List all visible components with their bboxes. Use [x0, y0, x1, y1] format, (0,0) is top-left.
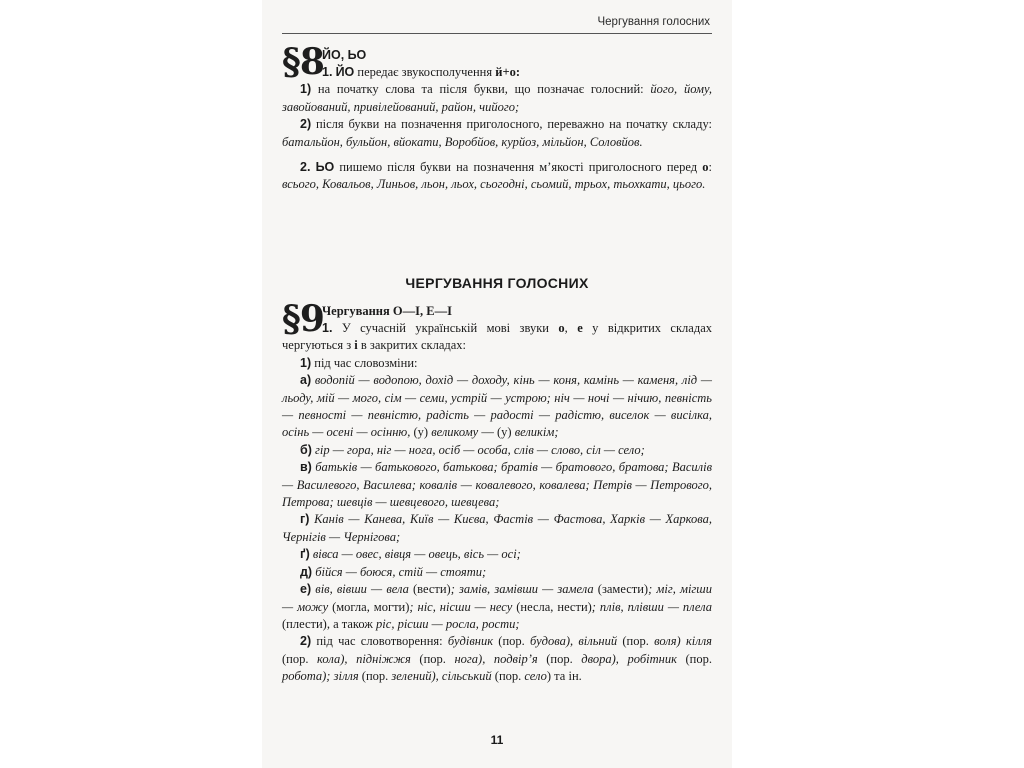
- bold-term: е: [577, 321, 583, 335]
- bold-term: о: [702, 160, 709, 175]
- bold-term: і: [354, 338, 358, 353]
- examples: його, йому, завойований, привілейований, район, чийого;: [282, 82, 712, 114]
- paragraph-number: 1.: [322, 65, 333, 79]
- section-title: Чергування О—І, Е—І: [322, 304, 452, 318]
- text: ,: [564, 321, 578, 335]
- text: (вести): [413, 582, 451, 597]
- sub-item-label: а): [300, 373, 312, 388]
- list-item: [282, 355, 712, 372]
- page-number: 11: [490, 733, 504, 747]
- text: У сучасній українській мові звуки: [332, 321, 559, 335]
- sub-item-b: [282, 442, 712, 459]
- text: (пор.: [537, 651, 582, 666]
- sub-item-a: [282, 372, 712, 442]
- text: передає звукосполучення: [354, 65, 496, 79]
- examples: ) кілля: [676, 634, 712, 649]
- item-number: 1): [300, 355, 312, 370]
- text: (у): [410, 425, 432, 440]
- examples: ; замів, замівши — замела: [450, 582, 598, 597]
- text: під час словозміни:: [311, 355, 418, 370]
- text: (пор.: [491, 669, 525, 684]
- text: (замести): [597, 582, 649, 597]
- examples: вівса — овес, вівця — овець, вісь — осі;: [309, 547, 521, 562]
- examples: робота: [282, 669, 323, 684]
- examples: двора: [581, 651, 612, 666]
- text: (пор.: [676, 651, 712, 666]
- sub-item-e: [282, 581, 712, 633]
- examples: водопій — водопою, дохід — доходу, кінь — коня, камінь — каменя, лід — льоду, мій — мого, сім — семи, устрій — устрою; ніч — ночі — нічию, певність — певності — певністю, радість — радості — радістю, виселок — висілка, осінь — осені — осінню,: [282, 373, 712, 440]
- bold-term: о: [558, 321, 565, 335]
- text: — (у): [478, 425, 515, 440]
- text: , а також: [326, 616, 377, 631]
- text: під час словотворення:: [311, 634, 448, 649]
- book-page: [262, 0, 732, 768]
- section-8: [282, 41, 712, 194]
- examples: ; плів, плівши — плела: [591, 599, 712, 614]
- examples: великому: [431, 425, 479, 440]
- chapter-title: ЧЕРГУВАННЯ ГОЛОСНИХ: [405, 275, 589, 291]
- text: у відкритих складах чергуються з: [282, 321, 712, 353]
- text: (несла, нести): [516, 599, 592, 614]
- list-item: [282, 633, 712, 685]
- text: ) та ін.: [546, 669, 582, 684]
- sub-item-gg: [282, 546, 712, 563]
- examples: ріс, рісши — росла, рости;: [376, 616, 520, 631]
- paragraph-number: 1.: [322, 321, 333, 335]
- running-head: Чергування голосних: [597, 16, 710, 28]
- examples: всього, Ковальов, Линьов, льон, льох, сьогодні, сьомий, трьох, тьохкати, цього.: [282, 177, 706, 192]
- examples: ), підніжжя: [340, 651, 411, 666]
- text: в закритих складах:: [357, 338, 466, 353]
- sub-item-v: [282, 459, 712, 511]
- examples: воля: [654, 634, 677, 649]
- text: (пор.: [410, 651, 455, 666]
- sub-item-label: г): [300, 512, 310, 527]
- text: (пор.: [358, 669, 392, 684]
- examples: батальйон, бульйон, вйокати, Воробйов, курйоз, мільйон, Соловйов.: [282, 134, 643, 149]
- text: (пор.: [493, 634, 531, 649]
- section-mark: §8: [282, 41, 324, 83]
- examples: ; ніс, нісши — несу: [409, 599, 517, 614]
- header-rule: [282, 33, 712, 34]
- examples: ), вільний: [565, 634, 618, 649]
- text: після букви на позначення приголосного, переважно на початку складу:: [311, 117, 712, 132]
- examples: будівник: [447, 634, 494, 649]
- examples: великім;: [514, 425, 559, 440]
- text: (пор.: [617, 634, 655, 649]
- examples: гір — гора, ніг — нога, осіб — особа, слів — слово, сіл — село;: [311, 442, 645, 457]
- text: (пор.: [282, 651, 318, 666]
- text: (могла, могти): [332, 599, 410, 614]
- examples: батьків — батькового, батькова; братів — братового, братова; Василів — Василевого, Василева; ковалів — ковалевого, ковалева; Петрів — Петрового, Петрова; шевців — шевцевого, шевцева;: [282, 460, 712, 510]
- sub-item-label: е): [300, 582, 312, 597]
- paragraph: [282, 159, 712, 194]
- section-9: [282, 298, 712, 686]
- examples: ), подвір’я: [478, 651, 538, 666]
- examples: ), робітник: [611, 651, 677, 666]
- list-item: [282, 116, 712, 151]
- section-title: ЙО, ЬО: [322, 48, 367, 62]
- sub-item-label: д): [300, 564, 313, 579]
- sub-item-label: б): [300, 442, 312, 457]
- text: :: [708, 160, 712, 175]
- section-mark: §9: [282, 298, 324, 340]
- bold-term: й+о:: [495, 65, 520, 79]
- text: пишемо після букви на позначення м’якості приголосного перед: [334, 160, 703, 175]
- item-number: 2): [300, 117, 312, 132]
- examples: ), сільський: [431, 669, 492, 684]
- examples: бійся — боюся, стій — стояти;: [312, 564, 487, 579]
- text: на початку слова та після букви, що позначає голосний:: [311, 82, 651, 97]
- examples: село: [524, 669, 547, 684]
- paragraph-number: 2.: [300, 160, 311, 175]
- examples: будова: [530, 634, 566, 649]
- examples: зелений: [391, 669, 432, 684]
- examples: ; міг, мігши — можу: [282, 582, 712, 614]
- sub-item-d: [282, 564, 712, 581]
- paragraph: [282, 64, 712, 81]
- examples: Канів — Канева, Київ — Києва, Фастів — Фастова, Харків — Харкова, Чернігів — Чернігова;: [282, 512, 712, 544]
- bold-term: ЬО: [315, 160, 335, 175]
- paragraph: [282, 320, 712, 355]
- examples: нога: [454, 651, 479, 666]
- list-item: [282, 81, 712, 116]
- examples: ); зілля: [322, 669, 359, 684]
- item-number: 2): [300, 634, 312, 649]
- examples: кола: [317, 651, 341, 666]
- sub-item-g: [282, 511, 712, 546]
- bold-term: ЙО: [335, 65, 355, 79]
- text: (плести): [282, 616, 327, 631]
- sub-item-label: в): [300, 460, 312, 475]
- sub-item-label: ґ): [300, 547, 310, 562]
- item-number: 1): [300, 82, 312, 97]
- examples: вів, вівши — вела: [311, 582, 413, 597]
